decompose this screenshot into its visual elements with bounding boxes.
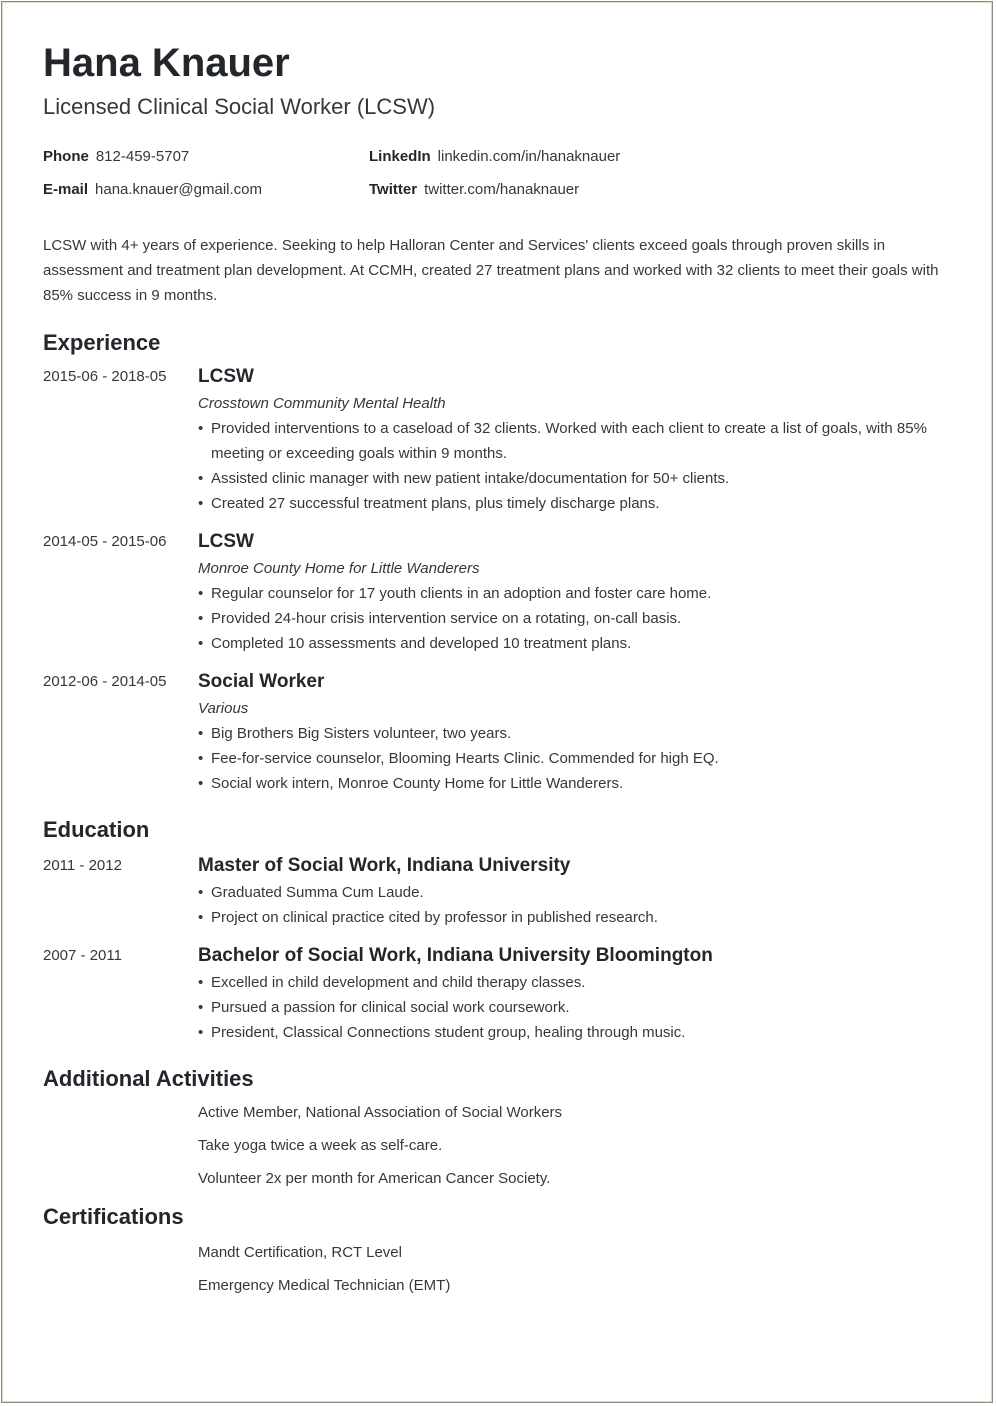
education-degree: Master of Social Work, Indiana University xyxy=(198,855,571,876)
activity-item: Volunteer 2x per month for American Cancer Society. xyxy=(198,1170,551,1187)
certifications-list xyxy=(43,1240,943,1298)
bullet-item: • Project on clinical practice cited by professor in published research. xyxy=(198,905,943,930)
bullet-item: • Excelled in child development and child therapy classes. xyxy=(198,970,943,995)
twitter-value[interactable]: twitter.com/hanaknauer xyxy=(424,181,580,198)
contact-phone xyxy=(43,147,189,167)
experience-bullets xyxy=(198,416,943,516)
bullet-item: • Fee-for-service counselor, Blooming Hearts Clinic. Commended for high EQ. xyxy=(198,746,943,771)
bullet-item: • Assisted clinic manager with new patient intake/documentation for 50+ clients. xyxy=(198,466,943,491)
certification-item: Emergency Medical Technician (EMT) xyxy=(198,1277,451,1294)
bullet-item: • Graduated Summa Cum Laude. xyxy=(198,880,943,905)
education-heading: Education xyxy=(43,817,150,842)
linkedin-label: LinkedIn xyxy=(369,148,431,165)
bullet-item: • Pursued a passion for clinical social work coursework. xyxy=(198,995,943,1020)
experience-dates: 2012-06 - 2014-05 xyxy=(43,673,167,690)
education-dates: 2007 - 2011 xyxy=(43,947,122,964)
certifications-section xyxy=(43,1203,943,1298)
bullet-item: • Social work intern, Monroe County Home for Little Wanderers. xyxy=(198,771,943,796)
activity-item: Take yoga twice a week as self-care. xyxy=(198,1137,443,1154)
education-entry xyxy=(43,945,943,1045)
experience-entry xyxy=(43,531,943,656)
experience-heading: Experience xyxy=(43,330,161,355)
bullet-item: • Completed 10 assessments and developed 10 treatment plans. xyxy=(198,631,943,656)
contact-info xyxy=(43,143,943,209)
email-value[interactable]: hana.knauer@gmail.com xyxy=(95,181,262,198)
education-entry xyxy=(43,855,943,930)
activities-heading: Additional Activities xyxy=(43,1066,254,1091)
education-bullets xyxy=(198,880,943,930)
job-title: Licensed Clinical Social Worker (LCSW) xyxy=(43,94,436,119)
education-dates: 2011 - 2012 xyxy=(43,857,122,874)
contact-email xyxy=(43,180,262,200)
activities-section xyxy=(43,1065,943,1191)
activity-item: Active Member, National Association of Social Workers xyxy=(198,1104,563,1121)
bullet-item: • Regular counselor for 17 youth clients in an adoption and foster care home. xyxy=(198,581,943,606)
experience-role: LCSW xyxy=(198,531,254,552)
experience-company: Monroe County Home for Little Wanderers xyxy=(198,560,480,577)
bullet-item: • Created 27 successful treatment plans, plus timely discharge plans. xyxy=(198,491,943,516)
bullet-item: • Big Brothers Big Sisters volunteer, two years. xyxy=(198,721,943,746)
certifications-heading: Certifications xyxy=(43,1204,184,1229)
certification-item: Mandt Certification, RCT Level xyxy=(198,1244,402,1261)
experience-company: Various xyxy=(198,700,249,717)
experience-bullets xyxy=(198,581,943,656)
candidate-name: Hana Knauer xyxy=(43,41,290,85)
phone-label: Phone xyxy=(43,148,89,165)
experience-bullets xyxy=(198,721,943,796)
professional-summary: LCSW with 4+ years of experience. Seeking to help Halloran Center and Services' clients exceed goals through proven skills in assessment and treatment plan development. At CCMH, created 27 treatment plans and worked with 32 clients to meet their goals with 85% success in 9 months. xyxy=(43,237,939,304)
bullet-item: • President, Classical Connections student group, healing through music. xyxy=(198,1020,943,1045)
twitter-label: Twitter xyxy=(369,181,418,198)
experience-entry xyxy=(43,671,943,796)
experience-section xyxy=(43,329,943,796)
experience-company: Crosstown Community Mental Health xyxy=(198,395,446,412)
bullet-item: • Provided 24-hour crisis intervention service on a rotating, on-call basis. xyxy=(198,606,943,631)
experience-role: Social Worker xyxy=(198,671,325,692)
experience-dates: 2015-06 - 2018-05 xyxy=(43,368,167,385)
experience-dates: 2014-05 - 2015-06 xyxy=(43,533,167,550)
bullet-item: • Provided interventions to a caseload of 32 clients. Worked with each client to create a list of goals, with 85% meeting or exceeding goals within 9 months. xyxy=(198,416,943,466)
education-section xyxy=(43,816,943,1045)
education-degree: Bachelor of Social Work, Indiana University Bloomington xyxy=(198,945,713,966)
contact-twitter xyxy=(369,180,579,200)
resume-page xyxy=(43,40,943,1306)
activities-list xyxy=(43,1100,943,1191)
phone-value[interactable]: 812-459-5707 xyxy=(95,148,190,165)
linkedin-value[interactable]: linkedin.com/in/hanaknauer xyxy=(437,148,621,165)
contact-linkedin xyxy=(369,147,620,167)
email-label: E-mail xyxy=(43,181,89,198)
experience-entry xyxy=(43,366,943,516)
education-bullets xyxy=(198,970,943,1045)
experience-role: LCSW xyxy=(198,366,254,387)
